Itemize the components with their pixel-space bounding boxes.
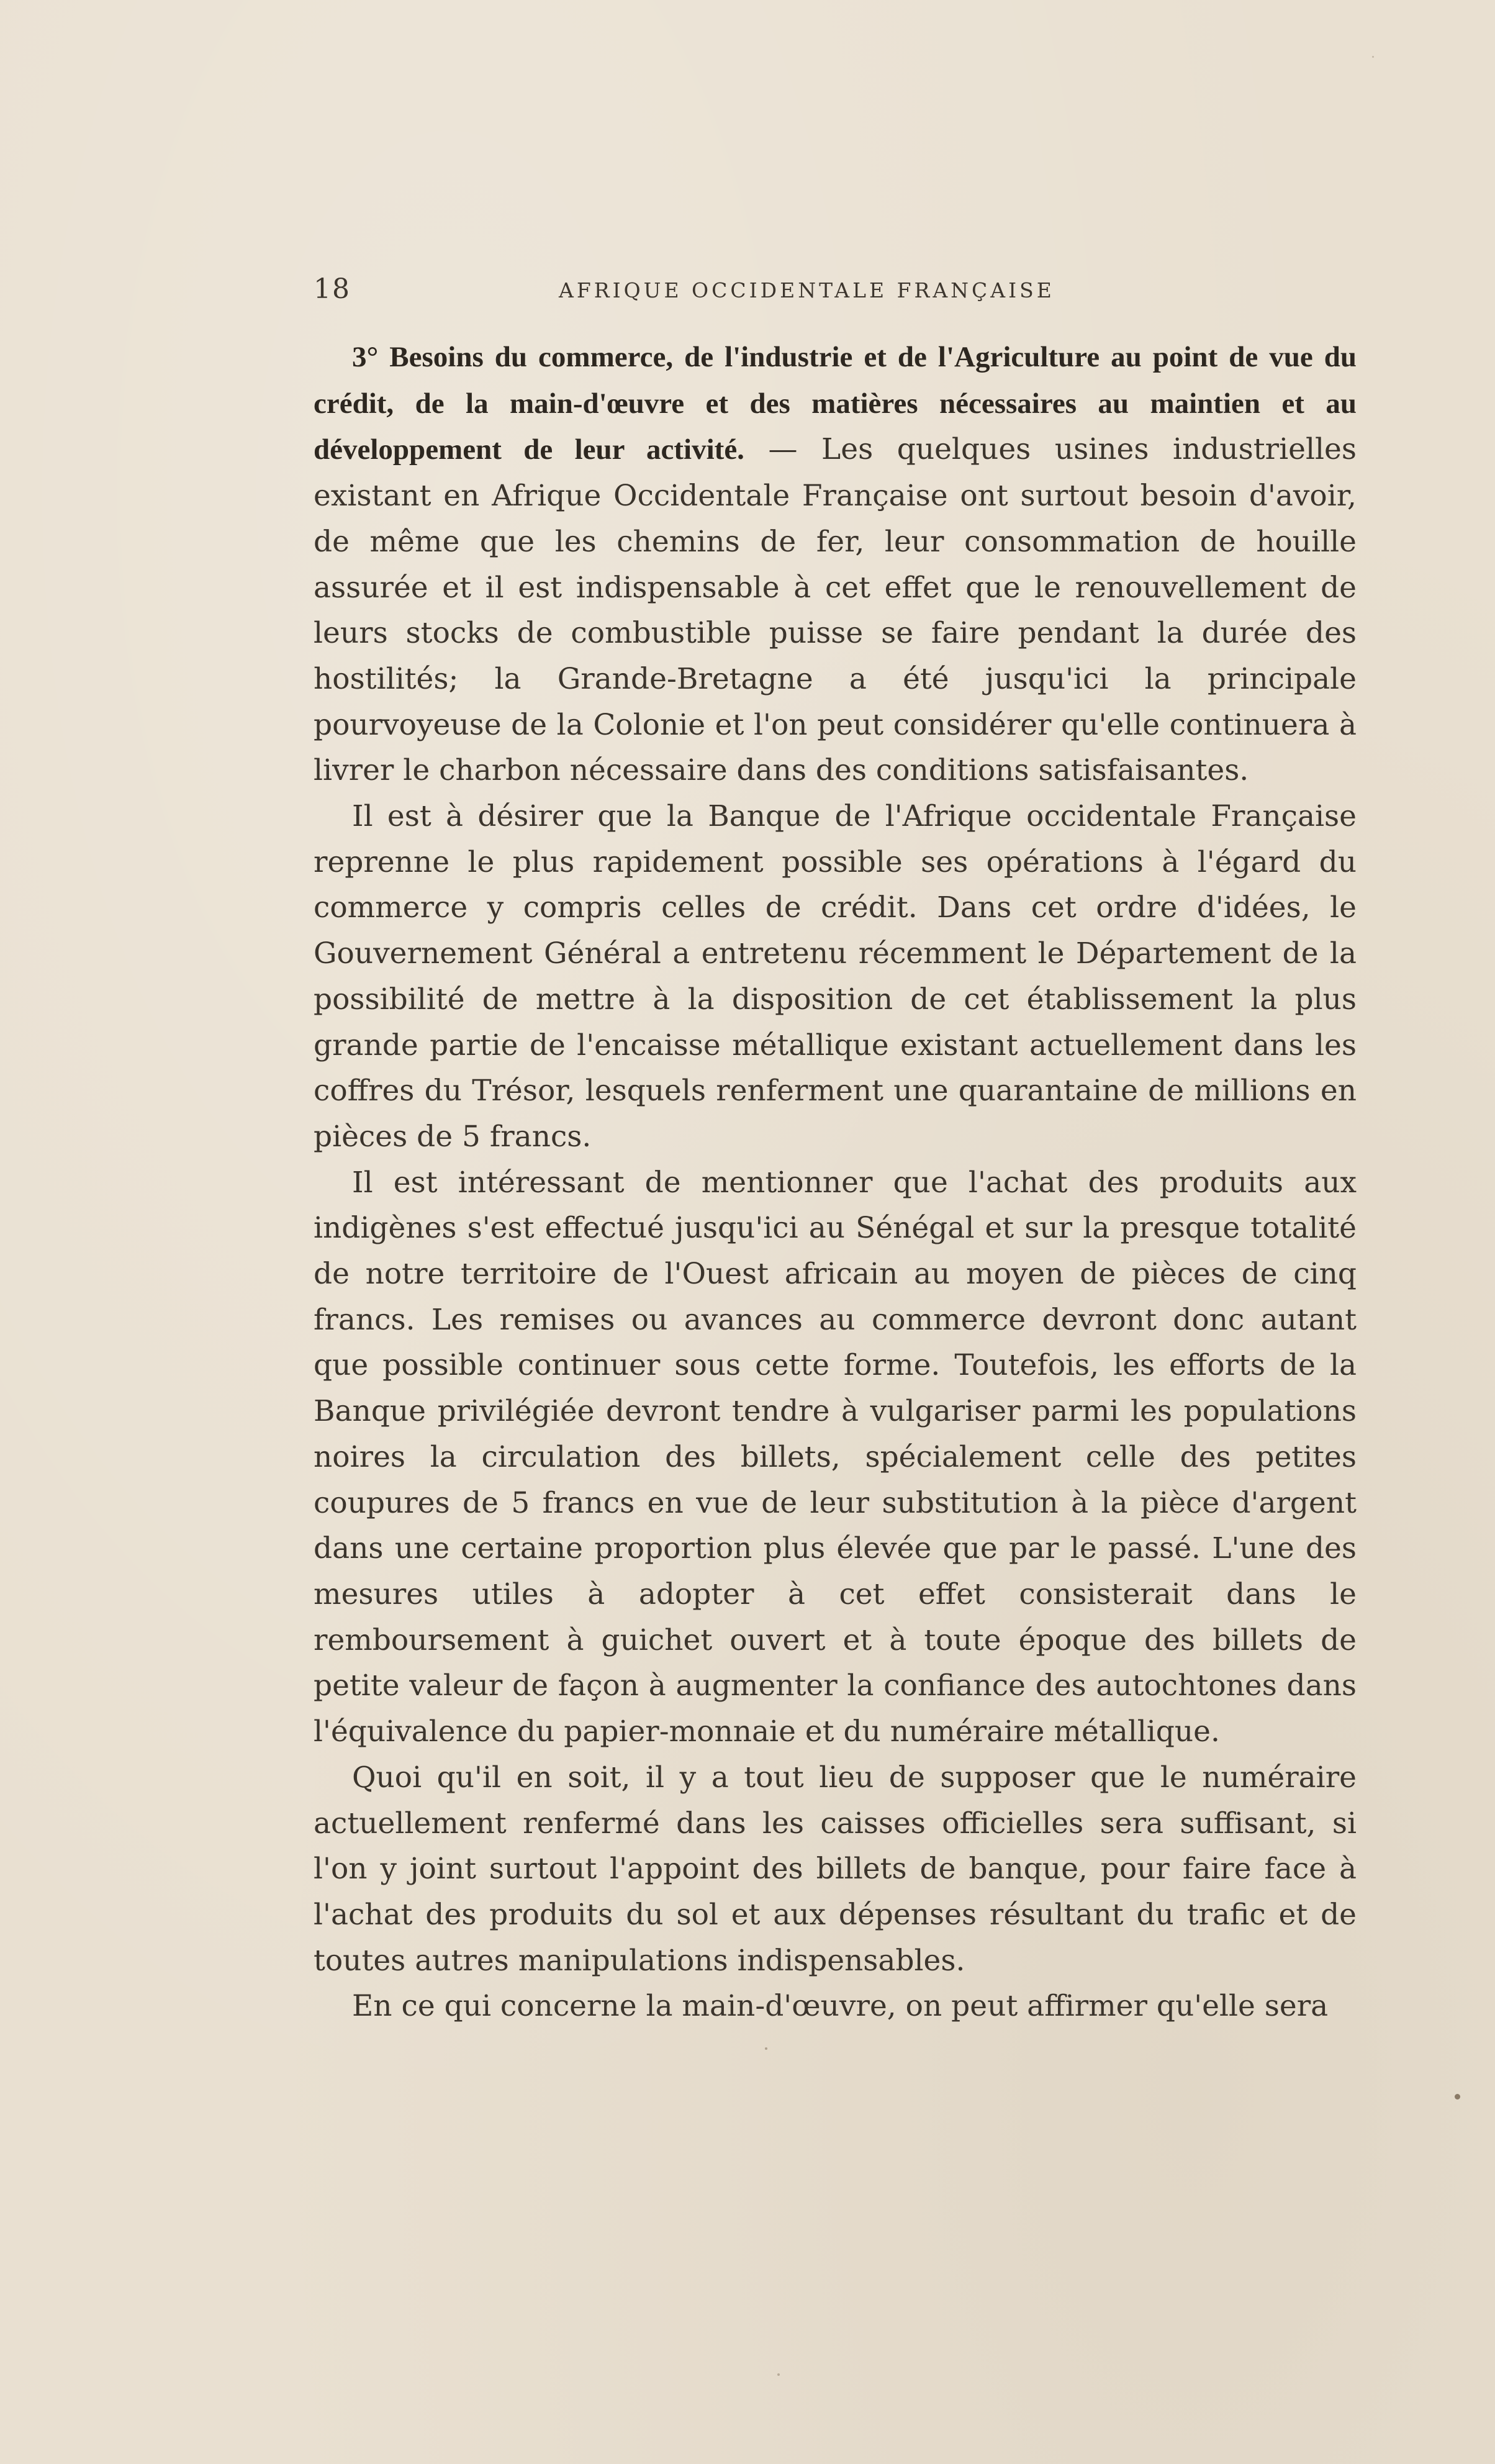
paragraph-text: Il est intéressant de mentionner que l'achat des produits aux indigènes s'est effectué jusqu'ici au Sénégal et sur la presque totalité de notre territoire de l'Ouest africain au moyen de pièces de cinq francs. Les remises ou avances au commerce devront donc autant que possible continuer sous cette forme. Toutefois, les efforts de la Banque privilégiée devront tendre à vulgariser parmi les populations noires la circulation des billets, spécialement celle des petites coupures de 5 francs en vue de leur substitution à la pièce d'argent dans une certaine proportion plus élevée que par le passé. L'une des mesures utiles à adopter à cet effet consisterait dans le remboursement à guichet ouvert et à toute époque des billets de petite valeur de façon à augmenter la confiance des autochtones dans l'équivalence du papier-monnaie et du numéraire métallique. bbox=[314, 1165, 1357, 1749]
paragraph-banque bbox=[314, 794, 1357, 1160]
paper-speck bbox=[1455, 2094, 1460, 2099]
paragraph-besoins bbox=[314, 334, 1357, 794]
paragraph-achat-produits bbox=[314, 1160, 1357, 1755]
paragraph-text: — Les quelques usines industrielles existant en Afrique Occidentale Française ont surtout besoin d'avoir, de même que les chemins de fer, leur consommation de houille assurée et il est indispensable à cet effet que le renouvellement de leurs stocks de combustible puisse se faire pendant la durée des hostilités; la Grande-Bretagne a été jusqu'ici la principale pourvoyeuse de la Colonie et l'on peut considérer qu'elle continuera à livrer le charbon nécessaire dans des conditions satisfaisantes. bbox=[314, 432, 1357, 788]
paragraph-text: En ce qui concerne la main-d'œuvre, on peut affirmer qu'elle sera bbox=[352, 1989, 1329, 2024]
paragraph-text: Il est à désirer que la Banque de l'Afrique occidentale Française reprenne le plus rapidement possible ses opérations à l'égard du commerce y compris celles de crédit. Dans cet ordre d'idées, le Gouvernement Général a entretenu récemment le Département de la possibilité de mettre à la disposition de cet établissement la plus grande partie de l'encaisse métallique existant actuellement dans les coffres du Trésor, lesquels renferment une quarantaine de millions en pièces de 5 francs. bbox=[314, 799, 1357, 1154]
paragraph-main-d-oeuvre bbox=[314, 1983, 1357, 2029]
paper-speck bbox=[765, 2047, 767, 2050]
page-body bbox=[314, 334, 1357, 2029]
paragraph-numeraire bbox=[314, 1755, 1357, 1984]
section-heading: 3° Besoins du commerce, de l'industrie et de l'Agriculture au point de vue du crédit, de la main-d'œuvre et des matières nécessaires au maintien et au développement de leur activité. bbox=[314, 341, 1357, 466]
running-title: AFRIQUE OCCIDENTALE FRANÇAISE bbox=[559, 278, 1055, 302]
paper-speck bbox=[1372, 56, 1374, 58]
page-header bbox=[314, 273, 1357, 310]
paper-speck bbox=[777, 2373, 780, 2376]
paragraph-text: Quoi qu'il en soit, il y a tout lieu de supposer que le numéraire actuellement renfermé dans les caisses officielles sera suffisant, si l'on y joint surtout l'appoint des billets de banque, pour faire face à l'achat des produits du sol et aux dépenses résultant du trafic et de toutes autres manipulations indispensables. bbox=[314, 1760, 1357, 1978]
page-number: 18 bbox=[314, 273, 351, 305]
